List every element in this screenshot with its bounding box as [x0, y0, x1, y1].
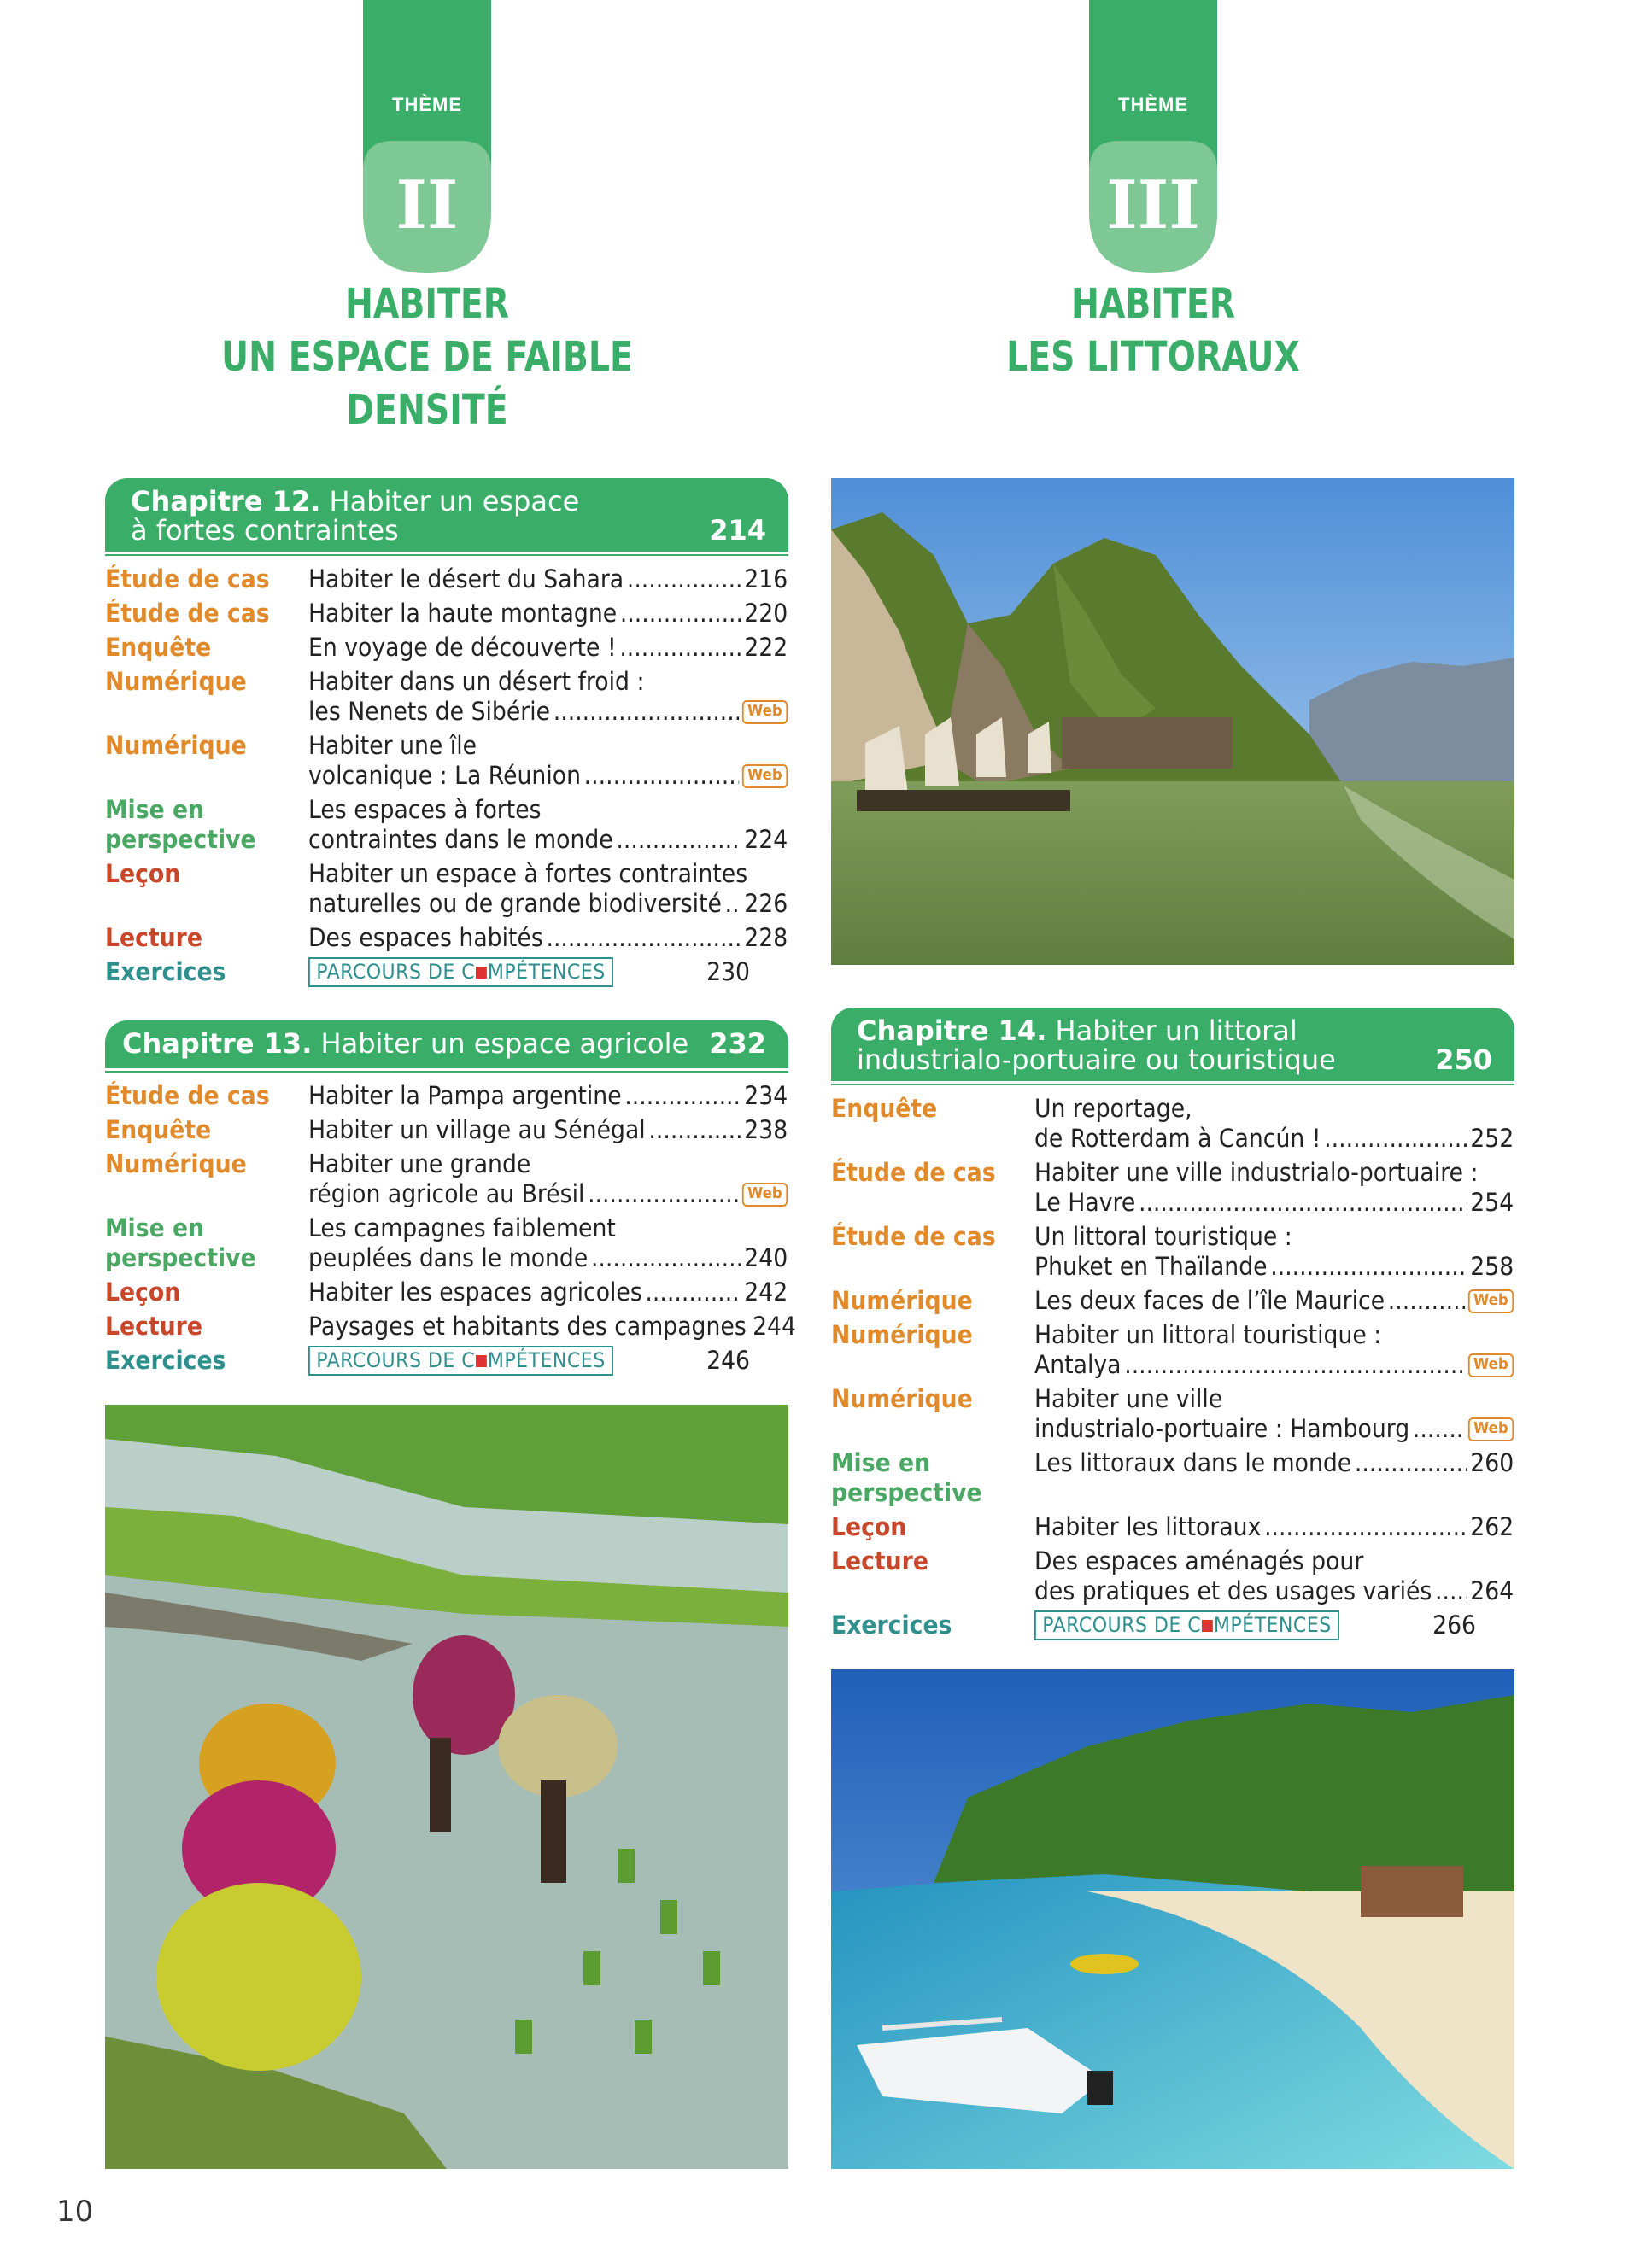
toc-entry[interactable] — [105, 1115, 788, 1145]
entry-category: Étude de cas — [105, 564, 270, 593]
entry-title: Un littoral touristique : — [1034, 1222, 1292, 1251]
entry-page: 220 — [744, 599, 788, 628]
entry-category-line: perspective — [831, 1478, 982, 1507]
web-icon[interactable]: Web — [742, 1183, 788, 1207]
entry-page: 242 — [744, 1277, 788, 1306]
page-number: 10 — [56, 2195, 94, 2229]
entry-page: 240 — [744, 1243, 788, 1272]
entry-title: industrialo-portuaire : Hambourg — [1034, 1414, 1410, 1443]
entry-title: Habiter un littoral touristique : — [1034, 1320, 1382, 1349]
entry-category: Leçon — [831, 1512, 907, 1541]
entry-category: Leçon — [105, 1277, 181, 1306]
chapter-header — [105, 478, 788, 552]
entry-category: Lecture — [831, 1546, 928, 1575]
entry-title: Un reportage, — [1034, 1094, 1192, 1123]
toc-entry[interactable] — [831, 1286, 1514, 1316]
entry-category: Étude de cas — [831, 1158, 996, 1187]
entry-page: 254 — [1470, 1188, 1514, 1217]
entry-category: Exercices — [105, 957, 226, 986]
competence-dot-icon — [476, 1355, 487, 1367]
entry-title: des pratiques et des usages variés — [1034, 1576, 1432, 1605]
entry-category: Numérique — [831, 1384, 973, 1413]
entry-page: 244 — [753, 1312, 797, 1341]
toc-entry[interactable] — [105, 667, 788, 727]
entry-title: Habiter une ville — [1034, 1384, 1223, 1413]
chapter-entries — [105, 1081, 797, 1376]
entry-title: Habiter une ville industrialo-portuaire : — [1034, 1158, 1479, 1187]
entry-title: Habiter la Pampa argentine — [308, 1081, 622, 1110]
chapter-title-line: Habiter un littoral — [1055, 1014, 1297, 1047]
entry-page: 226 — [744, 889, 788, 918]
chapter-14 — [831, 1008, 1514, 1645]
toc-entry[interactable] — [831, 1158, 1514, 1218]
parcours-text: MPÉTENCES — [487, 960, 606, 984]
chapter-entries — [831, 1094, 1514, 1640]
toc-entry[interactable] — [105, 564, 788, 594]
toc-entry[interactable] — [831, 1546, 1514, 1606]
entry-title: peuplées dans le monde — [308, 1243, 589, 1272]
entry-category: Étude de cas — [105, 599, 270, 628]
entry-title: Habiter les espaces agricoles — [308, 1277, 642, 1306]
entry-page: 228 — [744, 923, 788, 952]
web-icon[interactable]: Web — [1468, 1289, 1514, 1313]
theme-title-3 — [887, 278, 1419, 383]
chapter-title-line: industrialo-portuaire ou touristique — [857, 1043, 1336, 1076]
chapter-page: 250 — [1435, 1043, 1492, 1076]
theme-numeral: II — [395, 167, 459, 244]
toc-entry[interactable] — [105, 859, 788, 919]
toc-entry[interactable] — [831, 1448, 1514, 1508]
theme-badge-2 — [363, 0, 491, 273]
toc-entry[interactable] — [105, 1081, 788, 1111]
entry-category — [831, 1448, 1018, 1508]
entry-category: Enquête — [831, 1094, 938, 1123]
entry-category: Numérique — [105, 667, 247, 696]
toc-entry[interactable] — [105, 599, 788, 628]
toc-entry[interactable] — [105, 633, 788, 663]
entry-title: Les littoraux dans le monde — [1034, 1448, 1352, 1477]
entry-title: volcanique : La Réunion — [308, 761, 581, 790]
theme-label: THÈME — [392, 94, 462, 115]
entry-title: de Rotterdam à Cancún ! — [1034, 1124, 1321, 1153]
entry-title: Habiter les littoraux — [1034, 1512, 1262, 1541]
entry-title: Phuket en Thaïlande — [1034, 1252, 1268, 1281]
entry-category: Étude de cas — [105, 1081, 270, 1110]
theme-title-line: UN ESPACE DE FAIBLE DENSITÉ — [221, 333, 633, 434]
entry-title: Les deux faces de l’île Maurice — [1034, 1286, 1385, 1315]
entry-page: 260 — [1470, 1448, 1514, 1477]
chapter-rule — [105, 554, 788, 556]
entry-title: Habiter dans un désert froid : — [308, 667, 645, 696]
toc-entry[interactable] — [105, 1277, 788, 1307]
entry-page: 264 — [1470, 1576, 1514, 1605]
toc-entry[interactable] — [831, 1320, 1514, 1380]
entry-category — [105, 795, 292, 855]
entry-category: Enquête — [105, 1115, 212, 1144]
chapter-12 — [105, 478, 788, 991]
entry-title: les Nenets de Sibérie — [308, 697, 551, 726]
entry-category: Exercices — [105, 1346, 226, 1375]
toc-entry[interactable] — [105, 731, 788, 791]
chapter-number: Chapitre 12. — [131, 485, 321, 517]
chapter-entries — [105, 564, 788, 987]
entry-page: 262 — [1470, 1512, 1514, 1541]
theme-label: THÈME — [1118, 94, 1188, 115]
entry-page: 222 — [744, 633, 788, 662]
photo-tropical-beach — [831, 1669, 1514, 2169]
web-icon[interactable]: Web — [742, 764, 788, 788]
chapter-number: Chapitre 13. — [122, 1027, 313, 1060]
web-icon[interactable]: Web — [1468, 1353, 1514, 1377]
parcours-badge[interactable] — [308, 1346, 613, 1376]
entry-title: Habiter un village au Sénégal — [308, 1115, 646, 1144]
entry-category: Lecture — [105, 1312, 202, 1341]
chapter-title-line: à fortes contraintes — [131, 514, 399, 547]
theme-title-line: LES LITTORAUX — [1006, 333, 1300, 381]
competence-dot-icon — [476, 967, 487, 979]
entry-page: 234 — [744, 1081, 788, 1110]
entry-category: Exercices — [831, 1610, 952, 1640]
entry-title: Le Havre — [1034, 1188, 1136, 1217]
entry-category: Enquête — [105, 633, 212, 662]
entry-category: Lecture — [105, 923, 202, 952]
parcours-text: MPÉTENCES — [1213, 1613, 1332, 1637]
entry-category-line: perspective — [105, 1243, 256, 1272]
photo-rice-paddies — [105, 1405, 788, 2169]
entry-title: En voyage de découverte ! — [308, 633, 617, 662]
chapter-13 — [105, 1020, 797, 1380]
chapter-title-line: Habiter un espace agricole — [320, 1027, 689, 1060]
entry-title: Habiter une île — [308, 731, 477, 760]
entry-title: Paysages et habitants des campagnes — [308, 1312, 747, 1341]
entry-title: Les espaces à fortes — [308, 795, 542, 824]
entry-title: Des espaces habités — [308, 923, 543, 952]
chapter-header — [105, 1020, 788, 1068]
chapter-number: Chapitre 14. — [857, 1014, 1047, 1047]
toc-entry[interactable] — [105, 923, 788, 953]
theme-title-line: HABITER — [344, 280, 510, 328]
theme-title-2 — [161, 278, 693, 436]
entry-title: Habiter la haute montagne — [308, 599, 618, 628]
web-icon[interactable]: Web — [742, 700, 788, 724]
entry-category-line: Mise en — [105, 795, 205, 824]
competence-dot-icon — [1202, 1620, 1213, 1632]
entry-title: Habiter le désert du Sahara — [308, 564, 624, 593]
entry-category — [105, 1213, 292, 1273]
toc-entry[interactable] — [831, 1610, 1514, 1640]
entry-page: 216 — [744, 564, 788, 593]
parcours-text: PARCOURS DE C — [316, 960, 476, 984]
entry-title: Habiter un espace à fortes contraintes — [308, 859, 748, 888]
toc-entry[interactable] — [831, 1094, 1514, 1154]
toc-entry[interactable] — [831, 1222, 1514, 1282]
entry-title: région agricole au Brésil — [308, 1179, 585, 1208]
parcours-text: MPÉTENCES — [487, 1348, 606, 1372]
chapter-rule — [105, 1071, 788, 1073]
entry-page: 224 — [744, 825, 788, 854]
entry-category: Numérique — [831, 1320, 973, 1349]
entry-title: naturelles ou de grande biodiversité — [308, 889, 722, 918]
entry-page: 258 — [1470, 1252, 1514, 1281]
entry-category-line: Mise en — [831, 1448, 931, 1477]
toc-entry[interactable] — [105, 795, 788, 855]
entry-title: contraintes dans le monde — [308, 825, 613, 854]
chapter-page: 214 — [709, 514, 766, 547]
entry-category: Leçon — [105, 859, 181, 888]
entry-title: Habiter une grande — [308, 1149, 531, 1178]
chapter-rule — [831, 1084, 1514, 1085]
theme-numeral: III — [1106, 167, 1200, 244]
toc-entry[interactable] — [105, 1149, 788, 1209]
chapter-page: 232 — [709, 1027, 766, 1060]
entry-title: Les campagnes faiblement — [308, 1213, 616, 1242]
entry-page: 266 — [1432, 1610, 1477, 1640]
parcours-badge[interactable] — [308, 957, 613, 987]
entry-page: 246 — [706, 1346, 751, 1375]
web-icon[interactable]: Web — [1468, 1418, 1514, 1441]
entry-page: 230 — [706, 957, 751, 986]
entry-title: Des espaces aménagés pour — [1034, 1546, 1364, 1575]
toc-entry[interactable] — [105, 1346, 788, 1376]
entry-title: Antalya — [1034, 1350, 1122, 1379]
chapter-title-line: Habiter un espace — [329, 485, 580, 517]
toc-entry[interactable] — [105, 1312, 797, 1342]
entry-category: Numérique — [105, 731, 247, 760]
parcours-text: PARCOURS DE C — [316, 1348, 476, 1372]
parcours-text: PARCOURS DE C — [1042, 1613, 1202, 1637]
photo-river-gorge — [831, 478, 1514, 965]
entry-page: 238 — [744, 1115, 788, 1144]
entry-category: Numérique — [105, 1149, 247, 1178]
entry-page: 252 — [1470, 1124, 1514, 1153]
parcours-badge[interactable] — [1034, 1610, 1339, 1640]
theme-badge-3 — [1089, 0, 1217, 273]
toc-entry[interactable] — [105, 957, 788, 987]
toc-entry[interactable] — [831, 1384, 1514, 1444]
toc-entry[interactable] — [105, 1213, 788, 1273]
entry-category-line: Mise en — [105, 1213, 205, 1242]
toc-entry[interactable] — [831, 1512, 1514, 1542]
chapter-header — [831, 1008, 1514, 1081]
entry-category: Étude de cas — [831, 1222, 996, 1251]
entry-category-line: perspective — [105, 825, 256, 854]
entry-category: Numérique — [831, 1286, 973, 1315]
theme-title-line: HABITER — [1070, 280, 1236, 328]
